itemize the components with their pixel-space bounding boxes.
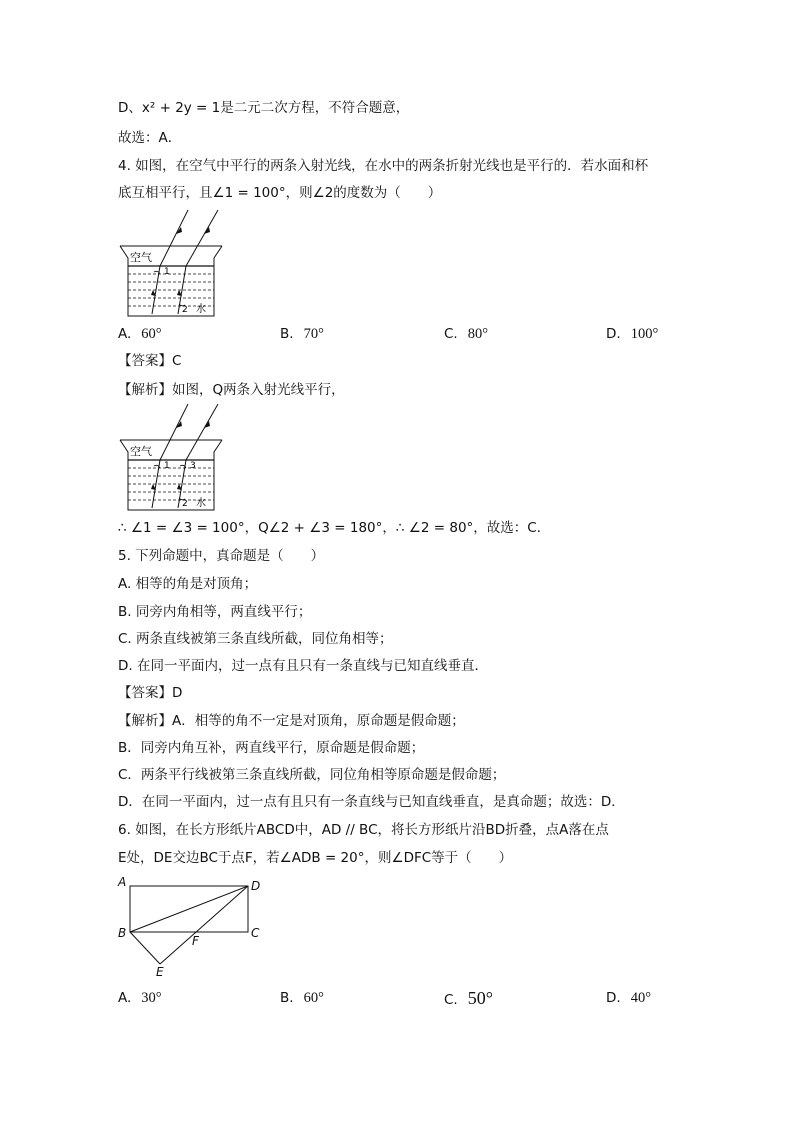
text-line: 故选：A． xyxy=(118,130,182,146)
analysis-line: B．同旁内角互补，两直线平行，原命题是假命题； xyxy=(118,740,425,756)
angle-3-label: 3 xyxy=(190,461,196,471)
question-5-option: C. 两条直线被第三条直线所截，同位角相等； xyxy=(118,631,393,647)
angle-2-label: 2 xyxy=(182,305,188,315)
angle-2-label: 2 xyxy=(182,499,188,509)
option-a[interactable]: A. 60° xyxy=(118,326,162,342)
analysis-line: ∴ ∠1 = ∠3 = 100°，Q∠2 + ∠3 = 180°，∴ ∠2 = 80°，故选：C． xyxy=(118,520,551,536)
air-label: 空气 xyxy=(130,251,152,264)
analysis-line: 【解析】如图，Q两条入射光线平行， xyxy=(118,382,345,398)
option-b[interactable]: B. 60° xyxy=(280,990,324,1006)
water-label: 水 xyxy=(196,304,206,315)
point-f-label: F xyxy=(192,934,199,948)
rectangle-fold-figure xyxy=(112,874,272,980)
water-label: 水 xyxy=(196,498,206,509)
point-d-label: D xyxy=(251,879,261,893)
question-5-text: 5. 下列命题中，真命题是（ ） xyxy=(118,548,325,564)
answer-line: 【答案】D xyxy=(118,685,183,701)
option-c[interactable]: C. 50° xyxy=(444,988,493,1008)
question-4-text: 底互相平行，且∠1 = 100°，则∠2的度数为（ ） xyxy=(118,185,442,201)
point-a-label: A xyxy=(118,875,127,889)
option-c[interactable]: C. 80° xyxy=(444,326,489,342)
question-6-options xyxy=(118,988,678,1008)
analysis-line: 【解析】A．相等的角不一定是对顶角，原命题是假命题； xyxy=(118,713,465,729)
text-line: D、x² + 2y = 1是二元二次方程，不符合题意， xyxy=(118,100,410,116)
option-d[interactable]: D. 100° xyxy=(606,326,659,342)
point-e-label: E xyxy=(156,965,164,979)
question-5-option: B. 同旁内角相等，两直线平行； xyxy=(118,604,312,620)
analysis-line: C．两条平行线被第三条直线所截，同位角相等原命题是假命题； xyxy=(118,767,506,783)
point-c-label: C xyxy=(251,926,260,940)
air-label: 空气 xyxy=(130,445,152,458)
point-b-label: B xyxy=(118,926,127,940)
option-b[interactable]: B. 70° xyxy=(280,326,324,342)
answer-line: 【答案】C xyxy=(118,353,182,369)
beaker-figure xyxy=(118,208,228,320)
question-6-text: E处，DE交边BC于点F，若∠ADB = 20°，则∠DFC等于（ ） xyxy=(118,850,513,866)
question-4-text: 4. 如图，在空气中平行的两条入射光线，在水中的两条折射光线也是平行的．若水面和杯 xyxy=(118,158,649,174)
beaker-figure-solution xyxy=(118,402,228,514)
question-6-text: 6. 如图，在长方形纸片ABCD中，AD // BC，将长方形纸片沿BD折叠，点A落在点 xyxy=(118,822,609,838)
angle-1-label: 1 xyxy=(164,461,170,471)
option-d[interactable]: D. 40° xyxy=(606,990,651,1006)
angle-1-label: 1 xyxy=(164,267,170,277)
option-a[interactable]: A. 30° xyxy=(118,990,162,1006)
question-5-option: D. 在同一平面内，过一点有且只有一条直线与已知直线垂直． xyxy=(118,658,488,674)
question-4-options xyxy=(118,324,678,344)
question-5-option: A. 相等的角是对顶角； xyxy=(118,576,258,592)
analysis-line: D．在同一平面内，过一点有且只有一条直线与已知直线垂直，是真命题；故选：D． xyxy=(118,794,625,810)
